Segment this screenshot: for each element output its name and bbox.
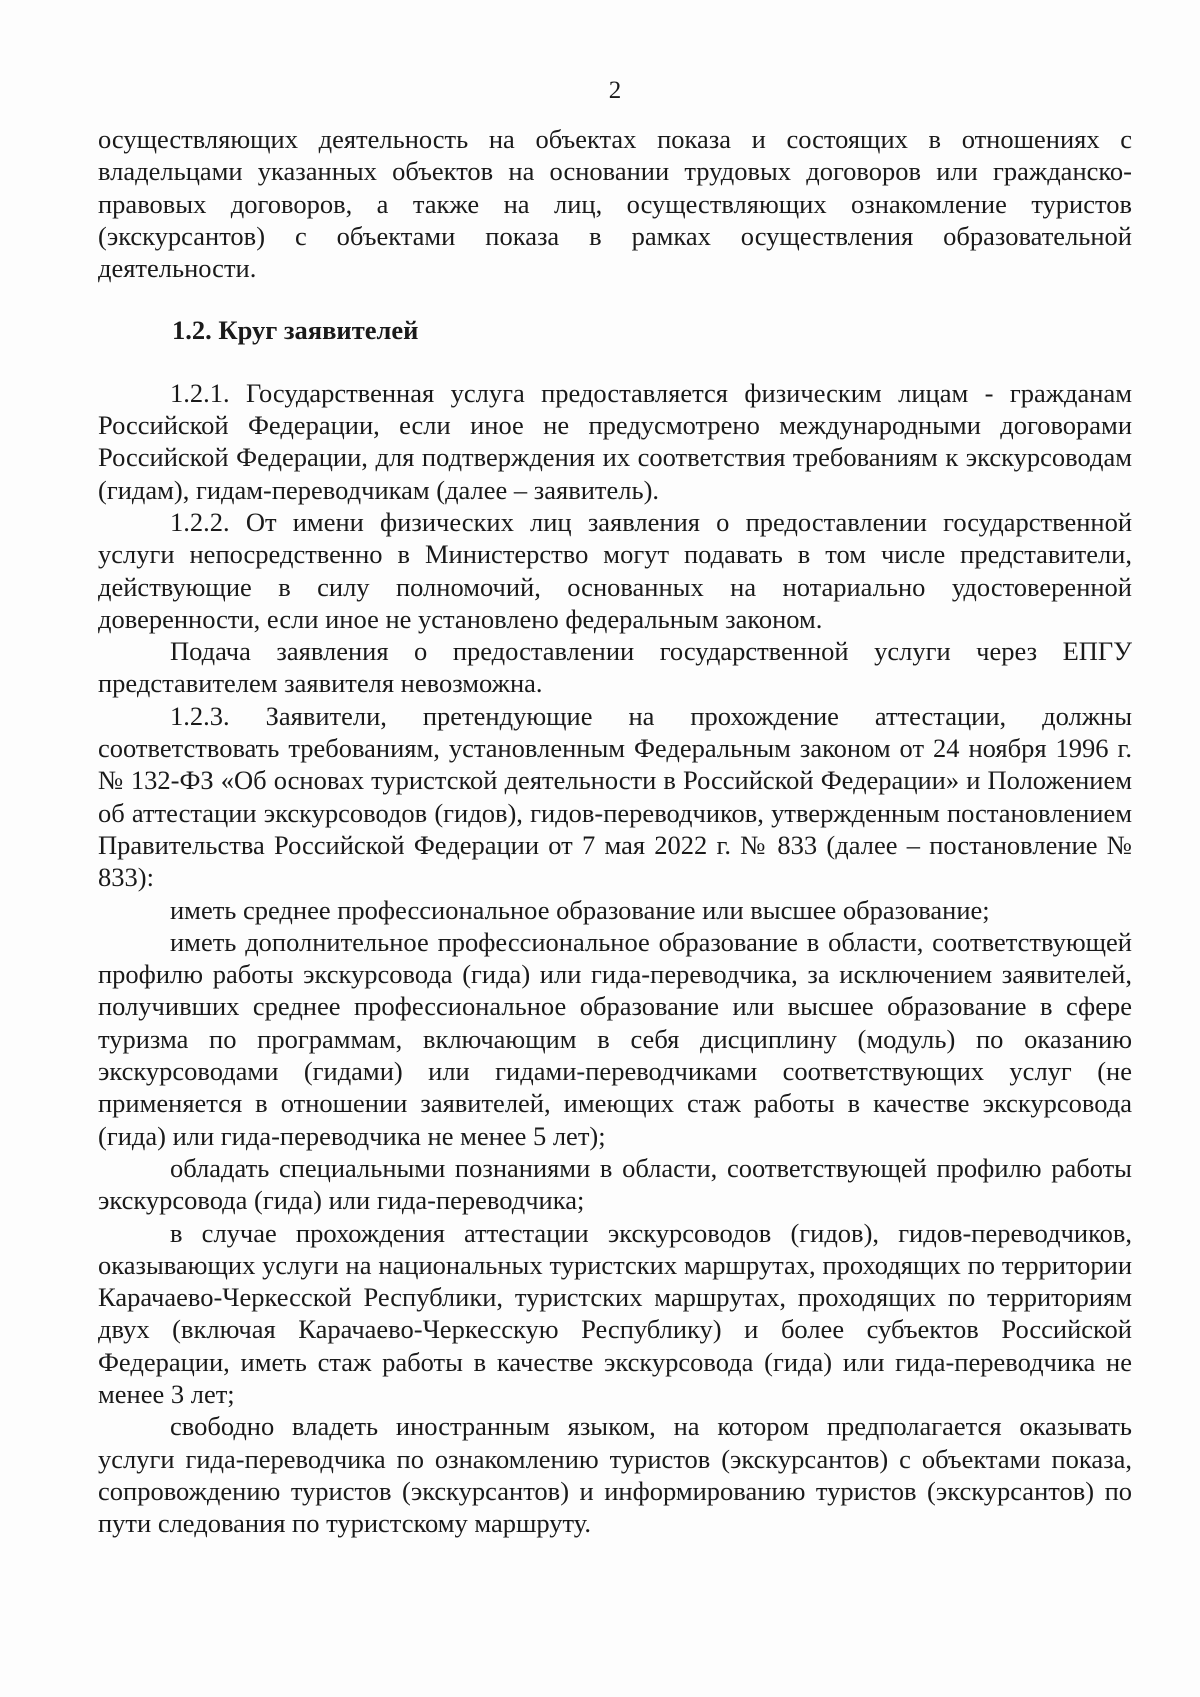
section-heading: 1.2. Круг заявителей [172,315,419,346]
document-body [98,123,1132,1539]
paragraph-continuation: осуществляющих деятельность на объектах показа и состоящих в отношениях с владельцами указанных объектов на основании трудовых договоров или гражданско-правовых договоров, а также на лиц, осуществляющих ознакомление туристов (экскурсантов) с объектами показа в рамках осуществления образовательной деятельности. [98,124,1132,284]
paragraph-1-2-1: 1.2.1. Государственная услуга предоставляется физическим лицам - гражданам Российской Федерации, если иное не предусмотрено международными договорами Российской Федерации, для подтверждения их соответствия требованиям к экскурсоводам (гидам), гидам-переводчикам (далее – заявитель). [98,377,1132,505]
paragraph-epgu: Подача заявления о предоставлении государственной услуги через ЕПГУ представителем заявителя невозможна. [98,636,1132,699]
requirement-experience: в случае прохождения аттестации экскурсоводов (гидов), гидов-переводчиков, оказывающих услуги на национальных туристских маршрутах, проходящих по территории Карачаево-Черкесской Республики, туристских маршрутах, проходящих по территориям двух (включая Карачаево-Черкесскую Республику) и более субъектов Российской Федерации, иметь стаж работы в качестве экскурсовода (гида) или гида-переводчика не менее 3 лет; [98,1217,1132,1409]
paragraph-1-2-2: 1.2.2. От имени физических лиц заявления о предоставлении государственной услуги непосредственно в Министерство могут подавать в том числе представители, действующие в силу полномочий, основанных на нотариально удостоверенной доверенности, если иное не установлено федеральным законом. [98,506,1132,634]
requirement-foreign-language: свободно владеть иностранным языком, на котором предполагается оказывать услуги гида-переводчика по ознакомлению туристов (экскурсантов) с объектами показа, сопровождению туристов (экскурсантов) и информированию туристов (экскурсантов) по пути следования по туристскому маршруту. [98,1411,1132,1539]
requirement-additional-education: иметь дополнительное профессиональное образование в области, соответствующей профилю работы экскурсовода (гида) или гида-переводчика, за исключением заявителей, получивших среднее профессиональное образование или высшее образование в сфере туризма по программам, включающим в себя дисциплину (модуль) по оказанию экскурсоводами (гидами) или гидами-переводчиками соответствующих услуг (не применяется в отношении заявителей, имеющих стаж работы в качестве экскурсовода (гида) или гида-переводчика не менее 5 лет); [98,926,1132,1151]
requirement-education: иметь среднее профессиональное образование или высшее образование; [170,894,990,925]
requirement-special-knowledge: обладать специальными познаниями в области, соответствующей профилю работы экскурсовода (гида) или гида-переводчика; [98,1152,1132,1216]
paragraph-1-2-3: 1.2.3. Заявители, претендующие на прохождение аттестации, должны соответствовать требованиям, установленным Федеральным законом от 24 ноября 1996 г. № 132-ФЗ «Об основах туристской деятельности в Российской Федерации» и Положением об аттестации экскурсоводов (гидов), гидов-переводчиков, утвержденным постановлением Правительства Российской Федерации от 7 мая 2022 г. № 833 (далее – постановление № 833): [98,700,1132,893]
page-number: 2 [608,77,622,104]
